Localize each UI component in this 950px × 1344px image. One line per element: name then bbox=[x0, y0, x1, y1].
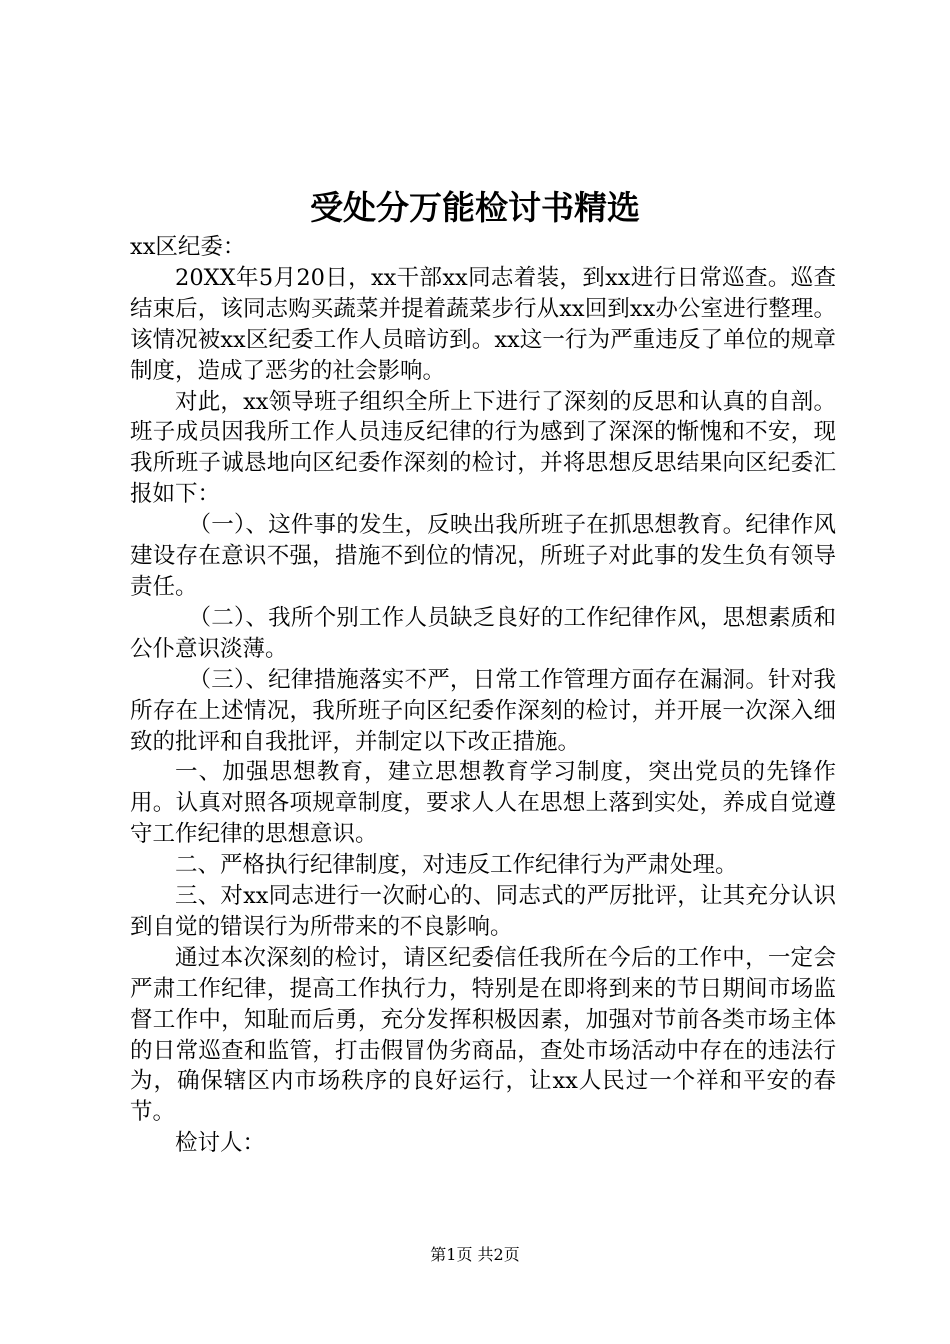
document-body bbox=[130, 232, 836, 1159]
paragraph-measure-three: 三、对xx同志进行一次耐心的、同志式的严厉批评，让其充分认识到自觉的错误行为所带来的不良影响。 bbox=[130, 883, 836, 940]
paragraph-incident: 20XX年5月20日，xx干部xx同志着装，到xx进行日常巡查。巡查结束后，该同志购买蔬菜并提着蔬菜步行从xx回到xx办公室进行整理。该情况被xx区纪委工作人员暗访到。xx这一行为严重违反了单位的规章制度，造成了恶劣的社会影响。 bbox=[130, 264, 836, 384]
paragraph-conclusion: 通过本次深刻的检讨，请区纪委信任我所在今后的工作中，一定会严肃工作纪律，提高工作执行力，特别是在即将到来的节日期间市场监督工作中，知耻而后勇，充分发挥积极因素，加强对节前各类市场主体的日常巡查和监管，打击假冒伪劣商品，查处市场活动中存在的违法行为，确保辖区内市场秩序的良好运行，让xx人民过一个祥和平安的春节。 bbox=[130, 944, 836, 1126]
salutation: xx区纪委： bbox=[130, 234, 246, 260]
paragraph-point-three: （三）、纪律措施落实不严，日常工作管理方面存在漏洞。针对我所存在上述情况，我所班子向区纪委作深刻的检讨，并开展一次深入细致的批评和自我批评，并制定以下改正措施。 bbox=[130, 666, 836, 755]
signature-line: 检讨人： bbox=[175, 1130, 266, 1157]
paragraph-reflection: 对此，xx领导班子组织全所上下进行了深刻的反思和认真的自剖。班子成员因我所工作人员违反纪律的行为感到了深深的惭愧和不安，现我所班子诚恳地向区纪委作深刻的检讨，并将思想反思结果向区纪委汇报如下： bbox=[130, 388, 836, 508]
paragraph-measure-one: 一、加强思想教育，建立思想教育学习制度，突出党员的先锋作用。认真对照各项规章制度，要求人人在思想上落到实处，养成自觉遵守工作纪律的思想意识。 bbox=[130, 759, 836, 848]
paragraph-measure-two: 二、严格执行纪律制度，对违反工作纪律行为严肃处理。 bbox=[175, 852, 738, 879]
paragraph-point-two: （二）、我所个别工作人员缺乏良好的工作纪律作风，思想素质和公仆意识淡薄。 bbox=[130, 604, 836, 662]
document-title: 受处分万能检讨书精选 bbox=[310, 188, 640, 227]
paragraph-point-one: （一）、这件事的发生，反映出我所班子在抓思想教育。纪律作风建设存在意识不强，措施不到位的情况，所班子对此事的发生负有领导责任。 bbox=[130, 512, 836, 600]
page-footer: 第1页 共2页 bbox=[430, 1245, 520, 1264]
